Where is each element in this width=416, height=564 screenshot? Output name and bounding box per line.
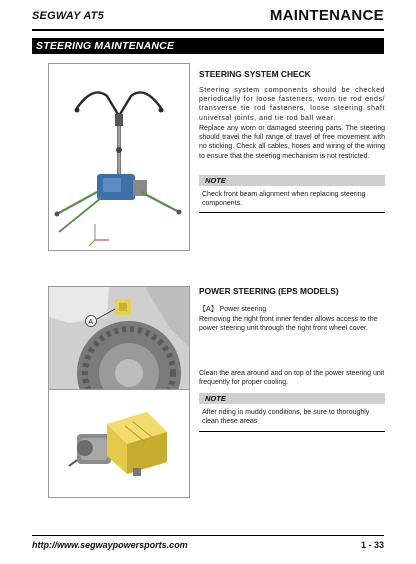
steering-check-heading: STEERING SYSTEM CHECK [199,69,311,79]
page-number: 1 - 33 [360,540,384,550]
footer-url-link[interactable]: http://www.segwaypowersports.com [32,540,188,550]
steering-note-bar [199,175,385,186]
section-banner [32,38,384,54]
header-title: MAINTENANCE [269,7,384,24]
power-steering-heading: POWER STEERING (EPS MODELS) [199,286,339,296]
power-steering-paragraph-2: Clean the area around and on top of the power steering unit frequently for proper cooling. [199,370,385,387]
header-brand: SEGWAY AT5 [32,10,104,22]
steering-note-label: NOTE [205,176,226,185]
power-steering-paragraph-1: Removing the right front inner fender allows access to the power steering unit through the right front wheel cover. [199,316,378,333]
steering-note-rule [199,212,385,213]
steering-note-text: Check front beam alignment when replacing steering components. [202,191,366,208]
power-steering-note-rule [199,431,385,432]
power-steering-callout-tag: 【A】 [199,306,218,313]
power-steering-note-text: After riding in muddy conditions, be sure to thoroughly clean these areas [202,409,370,426]
footer-rule [32,535,384,536]
power-steering-unit-image [48,389,190,498]
image-callout-label: A [88,319,94,326]
power-steering-callout [199,305,385,314]
power-steering-callout-text: Power steering [219,306,267,313]
wheel-area-drawing [49,287,189,390]
power-steering-note-label: NOTE [205,394,226,403]
eps-unit-drawing [49,390,189,497]
steering-assembly-image [48,63,190,251]
steering-check-paragraph-2: Replace any worn or damaged steering parts. The steering should travel the full range of travel of free movement with no sticking. Check all cables, hoses and wiring of the wiring to ensure that the steering mechanism is not restricted. [199,125,385,160]
power-steering-location-image [48,286,190,391]
section-banner-label: STEERING MAINTENANCE [36,40,175,52]
header-rule [32,29,384,31]
steering-check-paragraph-1: Steering system components should be checked periodically for loose fasteners, worn tie rod ends/ transverse tie rod fasteners, loose steering shaft universal joints, and tie rod ball wear. [199,87,385,122]
power-steering-note-bar [199,393,385,404]
steering-assembly-drawing [49,64,189,250]
